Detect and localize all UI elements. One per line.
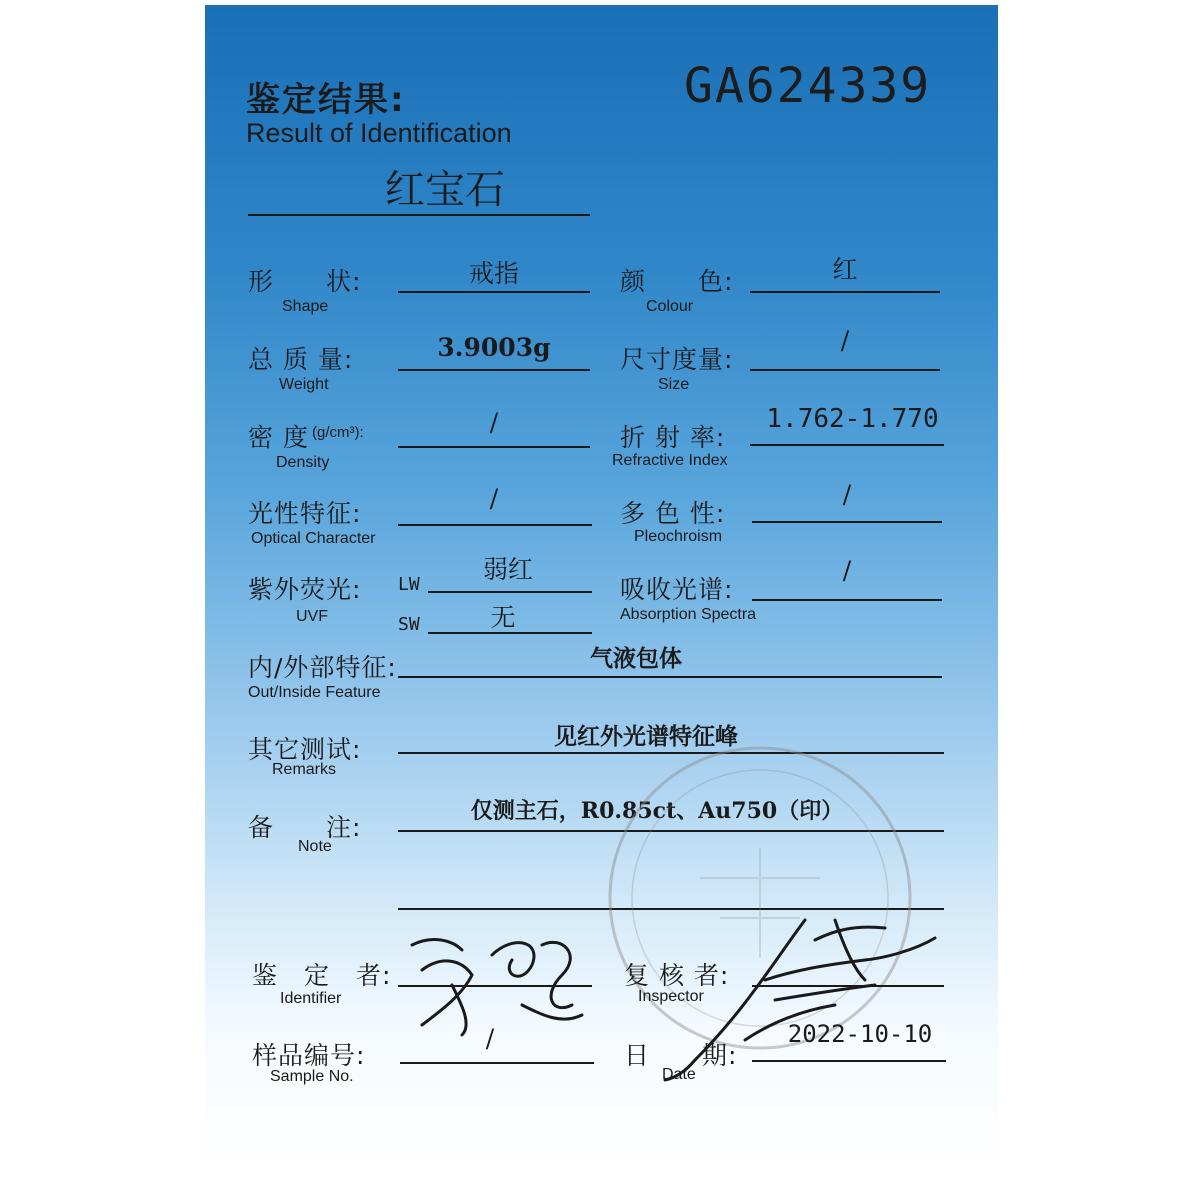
note-value: 仅测主石，R0.85ct、Au750（印） <box>470 798 844 824</box>
note-label-en: Note <box>298 838 332 855</box>
date-label: 日 期: <box>624 1041 738 1070</box>
uvf-sw-line <box>428 632 592 634</box>
uvf-label-en: UVF <box>296 608 328 625</box>
weight-label-en: Weight <box>279 376 329 393</box>
result-underline <box>248 214 590 216</box>
weight-label: 总 质 量: <box>248 345 354 374</box>
optical-character-label-en: Optical Character <box>251 530 376 547</box>
identification-result: 红宝石 <box>385 167 505 213</box>
absorption-spectra-line <box>752 599 942 601</box>
feature-label: 内/外部特征: <box>248 653 397 682</box>
refractive-index-label-en: Refractive Index <box>612 452 728 469</box>
density-unit: (g/cm³): <box>312 424 364 441</box>
optical-character-value: / <box>489 484 499 513</box>
absorption-spectra-value: / <box>842 556 852 585</box>
identifier-label: 鉴 定 者: <box>252 961 392 990</box>
inspector-label-en: Inspector <box>638 988 704 1005</box>
remarks-label: 其它测试: <box>248 735 362 764</box>
pleochroism-value: / <box>842 480 852 509</box>
absorption-spectra-label-en: Absorption Spectra <box>620 606 757 623</box>
size-value: / <box>840 326 850 355</box>
shape-line <box>398 291 590 293</box>
date-label-en: Date <box>662 1066 696 1083</box>
weight-line <box>398 369 590 371</box>
pleochroism-line <box>752 521 942 523</box>
inspector-label: 复 核 者: <box>624 961 730 990</box>
identifier-label-en: Identifier <box>280 990 342 1007</box>
density-value: / <box>489 408 499 437</box>
sample-no-label-en: Sample No. <box>270 1068 354 1085</box>
shape-label: 形 状: <box>248 267 362 296</box>
optical-character-line <box>398 524 592 526</box>
uvf-lw-value: 弱红 <box>482 555 533 584</box>
density-label-en: Density <box>276 454 330 471</box>
feature-line <box>398 676 942 678</box>
sample-no-line <box>400 1062 594 1064</box>
remarks-value: 见红外光谱特征峰 <box>554 723 738 750</box>
pleochroism-label-en: Pleochroism <box>634 528 723 545</box>
density-label: 密 度 <box>248 423 309 452</box>
note-label: 备 注: <box>248 813 362 842</box>
refractive-index-value: 1.762-1.770 <box>766 404 939 434</box>
sample-no-value: / <box>485 1024 495 1053</box>
size-line <box>750 369 940 371</box>
uvf-lw-label: LW <box>398 574 420 595</box>
identifier-signature <box>392 915 612 1045</box>
uvf-label: 紫外荧光: <box>248 575 362 604</box>
weight-value: 3.9003g <box>437 333 551 362</box>
shape-value: 戒指 <box>468 259 519 288</box>
pleochroism-label: 多 色 性: <box>620 499 726 528</box>
refractive-index-label: 折 射 率: <box>620 423 726 452</box>
refractive-index-line <box>750 444 944 446</box>
size-label-en: Size <box>658 376 690 393</box>
shape-label-en: Shape <box>282 298 329 315</box>
serial-number: GA624339 <box>684 58 932 114</box>
density-line <box>398 446 590 448</box>
date-value: 2022-10-10 <box>787 1020 933 1048</box>
feature-label-en: Out/Inside Feature <box>248 684 381 701</box>
optical-character-label: 光性特征: <box>248 499 362 528</box>
colour-value: 红 <box>832 255 858 284</box>
uvf-lw-line <box>428 591 592 593</box>
colour-label-en: Colour <box>646 298 694 315</box>
colour-line <box>750 291 940 293</box>
inspector-signature <box>655 900 945 1090</box>
size-label: 尺寸度量: <box>620 345 734 374</box>
title-en: Result of Identification <box>246 118 512 148</box>
absorption-spectra-label: 吸收光谱: <box>620 575 734 604</box>
uvf-sw-value: 无 <box>490 603 516 632</box>
uvf-sw-label: SW <box>398 614 420 635</box>
sample-no-label: 样品编号: <box>252 1041 366 1070</box>
remarks-label-en: Remarks <box>272 761 337 778</box>
colour-label: 颜 色: <box>620 267 734 296</box>
feature-value: 气液包体 <box>590 645 682 672</box>
title-cn: 鉴定结果: <box>246 80 406 120</box>
